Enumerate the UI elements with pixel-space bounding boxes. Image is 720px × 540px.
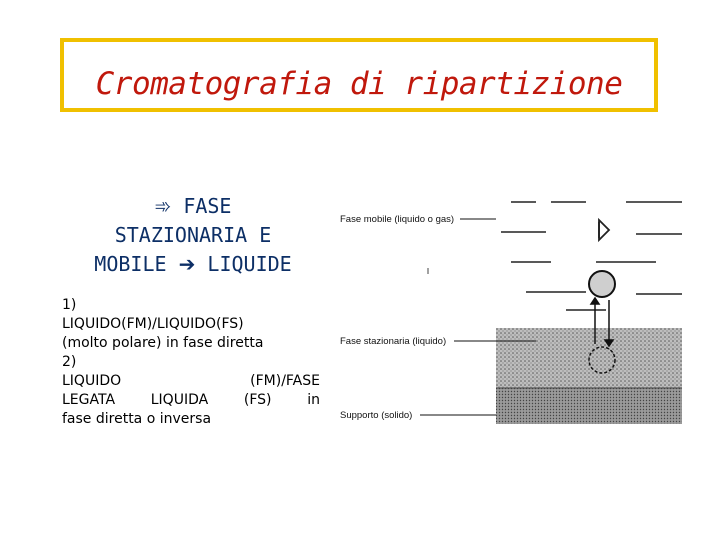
outlined-right-arrow-icon: ➾ bbox=[154, 194, 172, 218]
section-heading bbox=[58, 192, 328, 279]
item-2-line-2: LEGATA LIQUIDA (FS) in bbox=[62, 392, 320, 408]
item-2-line-3: fase diretta o inversa bbox=[62, 411, 212, 427]
heading-line-2: STAZIONARIA E bbox=[114, 223, 272, 247]
heading-text-3b: LIQUIDE bbox=[207, 252, 292, 276]
item-2-number: 2) bbox=[62, 354, 77, 370]
heading-text-3a: MOBILE bbox=[94, 252, 167, 276]
mobile-phase-lines bbox=[501, 202, 682, 310]
flow-arrow-icon bbox=[599, 220, 609, 240]
page-title: Cromatografia di ripartizione bbox=[95, 66, 623, 102]
partition-chromatography-diagram bbox=[336, 192, 682, 428]
solid-right-arrow-icon: ➔ bbox=[178, 252, 196, 276]
body-text bbox=[62, 296, 320, 429]
item-2-line-1: LIQUIDO (FM)/FASE bbox=[62, 373, 320, 389]
item-1-line-1: LIQUIDO(FM)/LIQUIDO(FS) bbox=[62, 316, 244, 332]
heading-line-1 bbox=[58, 192, 328, 221]
mobile-molecule bbox=[589, 271, 615, 297]
item-1-line-2: (molto polare) in fase diretta bbox=[62, 335, 264, 351]
support-layer bbox=[496, 388, 682, 424]
label-stationary-phase: Fase stazionaria (liquido) bbox=[340, 336, 447, 347]
label-mobile-phase: Fase mobile (liquido o gas) bbox=[340, 214, 455, 225]
heading-line-3 bbox=[58, 250, 328, 279]
label-support: Supporto (solido) bbox=[340, 410, 413, 421]
heading-text-1: FASE bbox=[183, 194, 232, 218]
item-1-number: 1) bbox=[62, 297, 77, 313]
title-box bbox=[60, 38, 658, 112]
